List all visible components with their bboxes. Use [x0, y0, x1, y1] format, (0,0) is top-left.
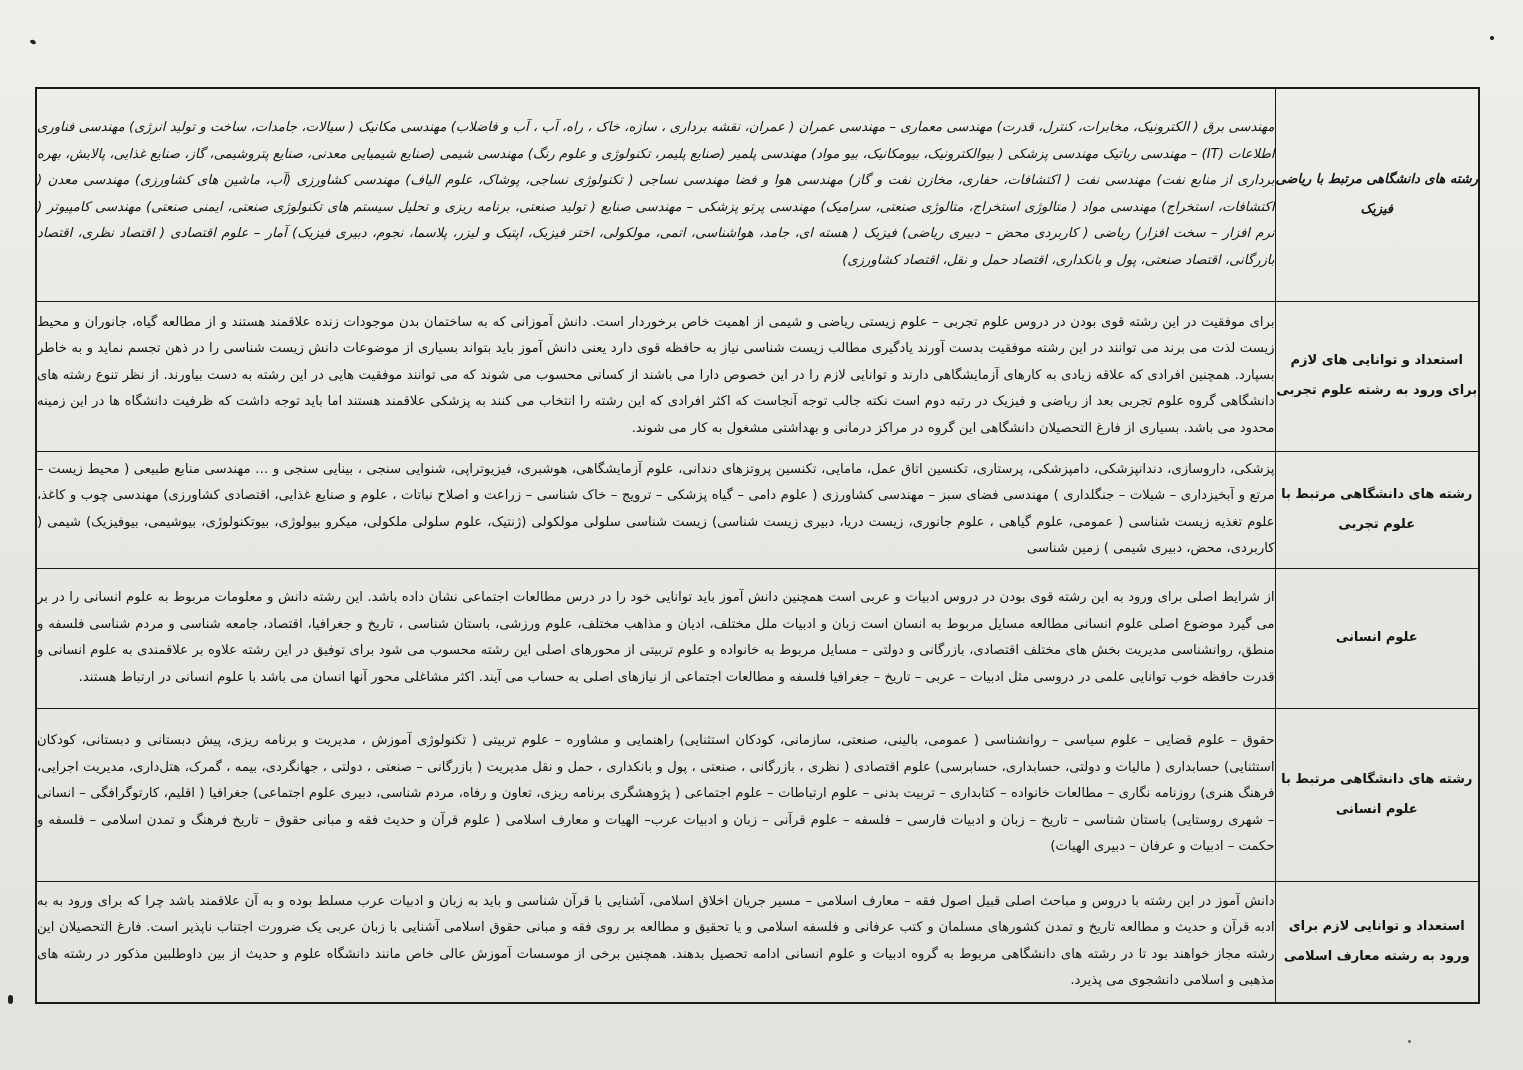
- row-text-experimental-aptitude: برای موفقیت در این رشته قوی بودن در دروس علوم تجربی – علوم زیستی ریاضی و شیمی از اهمیت خاص برخوردار است. دانش آموزانی که به ساختمان بدن موجودات زنده علاقمند هستند و از مطالعه گیاه، جانوران و محیط زیست لذت می برند می توانند در این رشته موفقیت بدست آورند یادگیری مطالب زیست شناسی نیاز به حافظه قوی دارد یعنی دانش آموز باید بتواند بسیاری از موضوعات دانش زیست شناسی را در ذهن تجسم نماید و به خاطر بسپارد. همچنین افرادی که علاقه زیادی به کارهای آزمایشگاهی دارند و توانایی لازم را در این خصوص دارا می باشند از کسانی محسوب می شوند که می توانند موفقیت هایی در این رشته به دست بیاورند. از نظر تنوع رشته های دانشگاهی گروه علوم تجربی بعد از ریاضی و فیزیک در رتبه دوم است نکته جالب توجه آنجاست که اکثر افرادی که این رشته را انتخاب می کنند به پزشکی علاقمند هستند اما باید توجه داشت که ظرفیت دانشگاه ها در این زمینه محدود می باشد. بسیاری از فارغ التحصیلان دانشگاهی این گروه در مراکز درمانی و بهداشتی مشغول به کار می شوند.: [36, 301, 1275, 451]
- row-text-humanities-majors: حقوق – علوم قضایی – علوم سیاسی – روانشناسی ( عمومی، بالینی، صنعتی، سازمانی، کودکان استثنایی) راهنمایی و مشاوره – علوم تربیتی ( تکنولوژی آموزش ، مدیریت و برنامه ریزی، پیش دبستانی و دبستانی، کودکان استثنایی) حسابداری ( مالیات و دولتی، حسابداری، حسابرسی) علوم اقتصادی ( نظری ، بازرگانی ، صنعتی ، پول و بانکداری ، حمل و نقل مدیریت ( بازرگانی – صنعتی ، دولتی ، جهانگردی، بیمه ، گمرک، هتل‌داری، مدیریت اجرایی، فرهنگ هنری) روزنامه نگاری – مطالعات خانواده – کتابداری – تربیت بدنی – علوم ارتباطات – علوم اجتماعی ( پژوهشگری برنامه ریزی، تعاون و رفاه، مردم شناسی، دبیری علوم اجتماعی) جغرافیا ( اقلیم، کارتوگرافگی – انسانی – شهری روستایی) باستان شناسی – تاریخ – زبان و ادبیات فارسی – فلسفه – علوم قرآنی – زبان و ادبیات عرب– الهیات و معارف اسلامی ( علوم قرآن و حدیث فقه و مبانی حقوق – تاریخ فرهنگ و تمدن اسلامی – فلسفه و حکمت – ادبیات و عرفان – دبیری الهیات): [36, 708, 1275, 881]
- table-row: [36, 881, 1479, 1003]
- ink-speck: [1490, 36, 1494, 40]
- row-text-math-physics-majors: مهندسی برق ( الکترونیک، مخابرات، کنترل، قدرت) مهندسی معماری – مهندسی عمران ( عمران، نقشه برداری ، سازه، خاک ، راه، آب ، آب و فاضلاب) مهندسی مکانیک ( سیالات، جامدات، ساخت و تولید انرژی) مهندسی فناوری اطلاعات (IT) – مهندسی رباتیک مهندسی پزشکی ( بیوالکترونیک، بیومکانیک، بیو مواد) مهندسی پلمیر (صنایع پلیمر، تکنولوژی و علوم رنگ) مهندسی شیمی (صنایع شیمیایی معدنی، صنایع پتروشیمی، گاز، صنایع غذایی، پالایش، بهره برداری از منابع نفت) مهندسی نفت ( اکتشافات، حفاری، مخازن نفت و گاز) مهندسی هوا و فضا مهندسی نساجی ( تکنولوژی نساجی، پوشاک، علوم الیاف) مهندسی کشاورزی (آب، ماشین های کشاورزی) مهندسی معدن ( اکتشافات، استخراج) مهندسی مواد ( متالوژی استخراج، متالوژی صنعتی، سرامیک) مهندسی پرتو پزشکی – مهندسی صنایع ( تولید صنعتی، برنامه ریزی و تحلیل سیستم های تکنولوژی صنعتی، ایمنی صنعتی) مهندسی کامپیوتر ( نرم افزار – سخت افزار) ریاضی ( کاربردی محض – دبیری ریاضی) فیزیک ( هسته ای، جامد، هواشناسی، اتمی، مولکولی، اختر فیزیک، اپتیک و لیزر، پلاسما، نجوم، دبیری فیزیک) آمار – علوم اقتصادی ( اقتصاد نظری، اقتصاد بازرگانی، اقتصاد صنعتی، پول و بانکداری، اقتصاد حمل و نقل، اقتصاد کشاورزی): [36, 88, 1275, 301]
- ink-speck: [1408, 1040, 1411, 1043]
- table-row: [36, 301, 1479, 451]
- row-text-islamic-studies-aptitude: دانش آموز در این رشته با دروس و مباحث اصلی قبیل اصول فقه – معارف اسلامی – مسیر جریان اخلاق اسلامی، آشنایی با قرآن شناسی و باید به زبان و ادبیات عرب مسلط بوده و به آن علاقمند باشد چرا که برای ورود به به ادبه قرآن و حدیث و مطالعه تاریخ و تمدن کشورهای مسلمان و کتب عرفانی و فلسفه اسلامی و یا تحقیق و مطالعه بر روی فقه و مبانی حقوق اسلامی آشنایی با زبان عربی یک ضرورت اجتناب ناپذیر است. فارغ التحصیلان این رشته مجاز خواهند بود تا در رشته های دانشگاهی مربوط به گروه ادبیات و علوم انسانی ادامه تحصیل بدهند. همچنین برخی از موسسات آموزش عالی خاص مانند دانشگاه علوم و حدیث از بین داوطلبین مذکور در رشته های مذهبی و اسلامی دانشجوی می پذیرد.: [36, 881, 1275, 1003]
- row-label-humanities-majors: رشته های دانشگاهی مرتبط با علوم انسانی: [1275, 708, 1479, 881]
- row-text-experimental-majors: پزشکی، داروسازی، دندانپزشکی، دامپزشکی، پرستاری، تکنسین اتاق عمل، مامایی، تکنسین پروتزهای دندانی، علوم آزمایشگاهی، هوشبری، فیزیوتراپی، شنوایی سنجی ، بینایی سنجی و … مهندسی منابع طبیعی ( محیط زیست – مرتع و آبخیزداری – شیلات – جنگلداری ) مهندسی فضای سبز – مهندسی کشاورزی ( علوم دامی – گیاه پزشکی – ترویج – خاک شناسی – زراعت و اصلاح نباتات ، علوم و صنایع غذایی، اقتصادی کشاورزی) مهندسی چوب و کاغذ، علوم تغذیه زیست شناسی ( عمومی، علوم گیاهی ، علوم جانوری، زیست دریا، دبیری زیست شناسی) زیست شناسی سلولی مولکولی (ژنتیک، علوم سلولی ملکولی، میکرو بیولوژی، بیوتکنولوژی، بیوشیمی، بیوفیزیک) شیمی ( کاربردی، محض، دبیری شیمی ) زمین شناسی: [36, 451, 1275, 568]
- row-label-math-physics-majors: رشته های دانشگاهی مرتبط با ریاضی فیزیک: [1275, 88, 1479, 301]
- ink-speck: [29, 39, 36, 45]
- table-row: [36, 708, 1479, 881]
- majors-table: [35, 87, 1480, 1004]
- row-label-experimental-aptitude: استعداد و توانایی های لازم برای ورود به رشته علوم تجربی: [1275, 301, 1479, 451]
- row-label-islamic-studies-aptitude: استعداد و توانایی لازم برای ورود به رشته معارف اسلامی: [1275, 881, 1479, 1003]
- row-text-humanities: از شرایط اصلی برای ورود به این رشته قوی بودن در دروس ادبیات و عربی است همچنین دانش آموز باید توانایی خود را در درس مطالعات اجتماعی نشان داده باشد. این رشته دانش و معلومات مربوط به علوم انسانی را در بر می گیرد موضوع اصلی علوم انسانی مطالعه مسایل مربوط به انسان است زبان و ادبیات ملل مختلف، ادیان و مذاهب مختلف، علوم ورزشی، باستان شناسی ، تاریخ و جغرافیا، اقتصاد، جامعه شناسی و مردم شناسی فلسفه و منطق، روانشناسی مدیریت بخش های مختلف اقتصادی، بازرگانی و دولتی – مسایل مربوط به خانواده و علوم تربیتی از محورهای اصلی این رشته محسوب می شود برای توفیق در این رشته علاوه بر علاقمندی به علوم انسانی و قدرت حافظه خوب توانایی علمی در دروسی مثل ادبیات – عربی – تاریخ – جغرافیا فلسفه و مطالعات اجتماعی از نیازهای اصلی به حساب می آیند. اکثر مشاغلی محور آنها انسان می باشد با علوم انسانی در ارتباط هستند.: [36, 568, 1275, 708]
- table-row: [36, 88, 1479, 301]
- table-row: [36, 568, 1479, 708]
- row-label-experimental-majors: رشته های دانشگاهی مرتبط با علوم تجربی: [1275, 451, 1479, 568]
- ink-speck: [8, 995, 13, 1004]
- row-label-humanities: علوم انسانی: [1275, 568, 1479, 708]
- table-row: [36, 451, 1479, 568]
